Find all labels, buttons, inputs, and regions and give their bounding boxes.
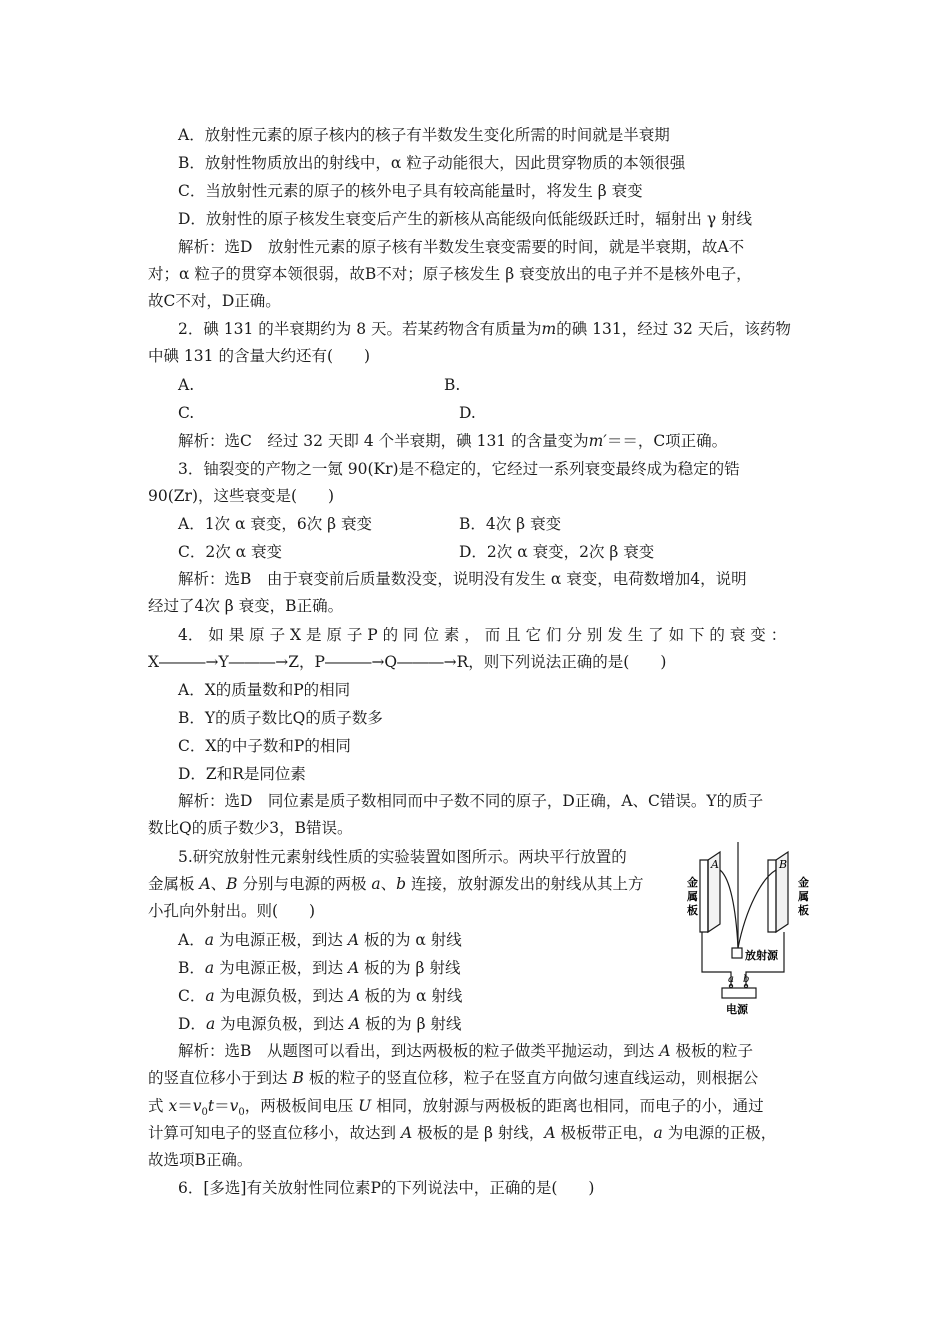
- q3-stem-line1: 3．铀裂变的产物之一氪 90(Kr)是不稳定的，它经过一系列衰变最终成为稳定的锆: [178, 460, 740, 478]
- q4-answer-line2: 数比Q的质子数少3，B错误。: [148, 819, 353, 837]
- q4-stem-line1: 4． 如 果 原 子 X 是 原 子 P 的 同 位 素 ， 而 且 它 们 分 别 发 生 了 如 下 的 衰 变 ：: [178, 626, 787, 644]
- q3-option-d: D．2次 α 衰变，2次 β 衰变: [459, 543, 655, 561]
- q1-answer-line2: 对；α 粒子的贯穿本领很弱，故B不对；原子核发生 β 衰变放出的电子并不是核外电子，: [148, 265, 752, 283]
- q1-answer-line3: 故C不对，D正确。: [148, 292, 281, 310]
- q3-answer-line1: 解析：选B 由于衰变前后质量数没变，说明没有发生 α 衰变，电荷数增加4，说明: [178, 570, 747, 588]
- q5-stem-line2: 金属板 A、B 分别与电源的两极 a、b 连接，放射源发出的射线从其上方: [148, 875, 644, 893]
- q5-option-a: A．a 为电源正极，到达 A 板的为 α 射线: [178, 931, 462, 949]
- power-supply: [722, 988, 756, 998]
- q5-option-b: B．a 为电源正极，到达 A 板的为 β 射线: [178, 959, 461, 977]
- q4-option-a: A．X的质量数和P的相同: [178, 681, 351, 699]
- left-metal-plate-label: [686, 875, 698, 917]
- svg-text:金: 金: [687, 876, 698, 889]
- q1-option-d: D．放射性的原子核发生衰变后产生的新核从高能级向低能级跃迁时，辐射出 γ 射线: [178, 210, 753, 228]
- q2-stem-line1: 2．碘 131 的半衰期约为 8 天。若某药物含有质量为m的碘 131，经过 32 天后，该药物: [178, 320, 791, 338]
- plate-a-label: A: [711, 858, 719, 871]
- svg-text:属: 属: [687, 890, 698, 903]
- ray-to-b: [738, 870, 776, 948]
- q4-option-b: B．Y的质子数比Q的质子数多: [178, 709, 383, 727]
- q2-option-d: D.: [459, 404, 476, 422]
- q5-option-d: D．a 为电源负极，到达 A 板的为 β 射线: [178, 1015, 462, 1033]
- q2-option-b: B.: [444, 376, 461, 394]
- power-label: 电源: [726, 1003, 748, 1016]
- q3-option-c: C．2次 α 衰变: [178, 543, 283, 561]
- svg-text:金: 金: [798, 876, 809, 889]
- q4-option-d: D．Z和R是同位素: [178, 765, 306, 783]
- q1-option-b: B．放射性物质放出的射线中，α 粒子动能很大，因此贯穿物质的本领很强: [178, 154, 686, 172]
- q5-stem-line3: 小孔向外射出。则( ): [148, 902, 316, 920]
- svg-text:板: 板: [687, 904, 698, 917]
- q1-answer-line1: 解析：选D 放射性元素的原子核有半数发生衰变需要的时间，就是半衰期，故A不: [178, 238, 745, 256]
- q4-answer-line1: 解析：选D 同位素是质子数相同而中子数不同的原子，D正确，A、C错误。Y的质子: [178, 792, 764, 810]
- q5-answer-line4: 计算可知电子的竖直位移小，故达到 A 极板的是 β 射线，A 极板带正电，a 为电源的正极，: [148, 1124, 777, 1142]
- radiation-source: [732, 948, 742, 958]
- ray-to-a: [720, 870, 738, 948]
- radiation-experiment-diagram: [686, 838, 812, 1020]
- svg-text:板: 板: [798, 904, 809, 917]
- q4-stem-line2: X―――→Y―――→Z，P―――→Q―――→R，则下列说法正确的是( ): [148, 653, 667, 671]
- q2-option-a: A.: [178, 376, 195, 394]
- svg-text:属: 属: [798, 890, 809, 903]
- q3-option-a: A．1次 α 衰变，6次 β 衰变: [178, 515, 373, 533]
- pole-a-label: a: [728, 974, 734, 985]
- q2-stem-line2: 中碘 131 的含量大约还有( ): [148, 347, 371, 365]
- right-metal-plate-label: [797, 875, 809, 917]
- source-label: 放射源: [745, 949, 778, 962]
- q5-answer-line1: 解析：选B 从题图可以看出，到达两极板的粒子做类平抛运动，到达 A 极板的粒子: [178, 1042, 753, 1060]
- q5-stem-line1: 5.研究放射性元素射线性质的实验装置如图所示。两块平行放置的: [178, 848, 627, 866]
- q2-answer: 解析：选C 经过 32 天即 4 个半衰期，碘 131 的含量变为m′＝＝，C项正确。: [178, 432, 728, 450]
- q2-option-c: C.: [178, 404, 195, 422]
- q1-option-a: A．放射性元素的原子核内的核子有半数发生变化所需的时间就是半衰期: [178, 126, 670, 144]
- q3-answer-line2: 经过了4次 β 衰变，B正确。: [148, 597, 344, 615]
- q5-option-c: C．a 为电源负极，到达 A 板的为 α 射线: [178, 987, 463, 1005]
- plate-b-label: B: [779, 858, 788, 871]
- q4-option-c: C．X的中子数和P的相同: [178, 737, 351, 755]
- q3-stem-line2: 90(Zr)，这些衰变是( ): [148, 487, 335, 505]
- q5-answer-line3: 式 $x=v_0t=v_0$，两极板间电压 U 相同，放射源与两极板的距离也相同，而电子的小，通过: [148, 1097, 764, 1119]
- q5-answer-line5: 故选项B正确。: [148, 1151, 253, 1169]
- q3-option-b: B．4次 β 衰变: [459, 515, 562, 533]
- pole-b-label: b: [743, 974, 750, 985]
- q1-option-c: C．当放射性元素的原子的核外电子具有较高能量时，将发生 β 衰变: [178, 182, 643, 200]
- q5-answer-line2: 的竖直位移小于到达 B 板的粒子的竖直位移，粒子在竖直方向做匀速直线运动，则根据公: [148, 1069, 759, 1087]
- q6-stem: 6．[多选]有关放射性同位素P的下列说法中，正确的是( ): [178, 1179, 595, 1197]
